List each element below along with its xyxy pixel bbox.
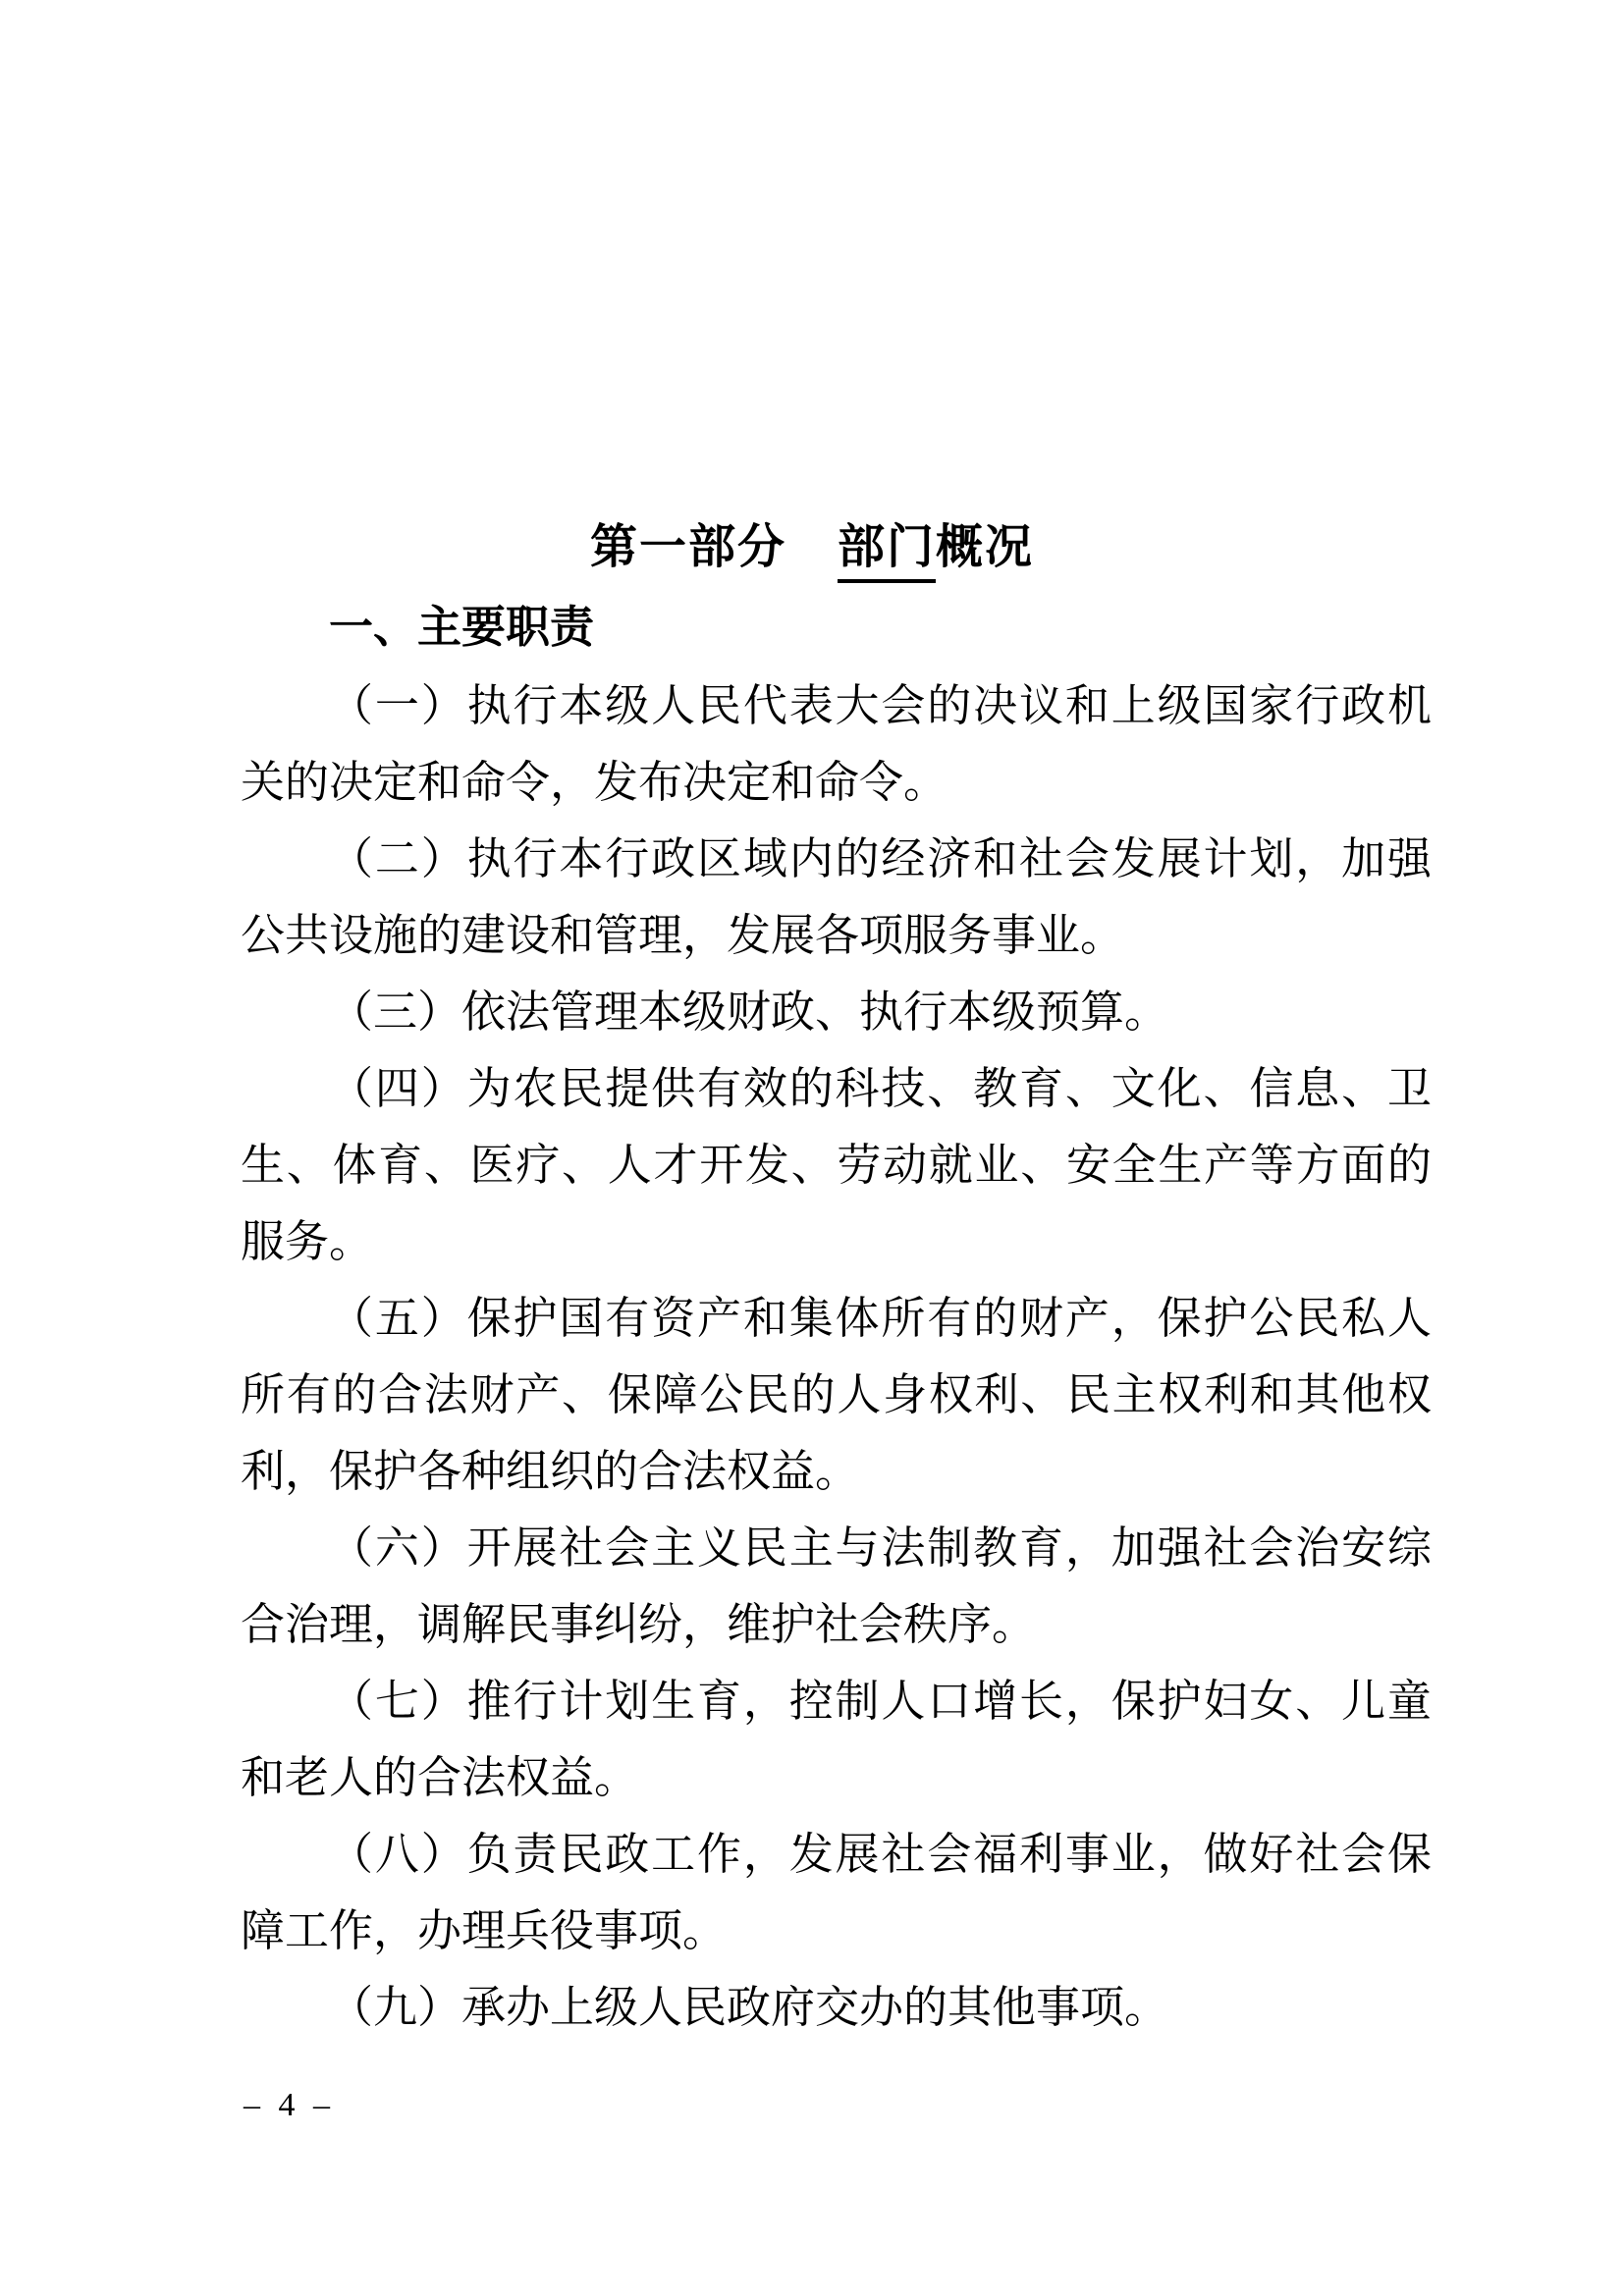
paragraph: （四）为农民提供有效的科技、教育、文化、信息、卫生、体育、医疗、人才开发、劳动就业、安全生产等方面的服务。 — [241, 1064, 1432, 1266]
paragraph: （三）依法管理本级财政、执行本级预算。 — [329, 988, 1169, 1037]
paragraph: （七）推行计划生育，控制人口增长，保护妇女、儿童和老人的合法权益。 — [241, 1677, 1432, 1802]
title-text-tail: 概况 — [936, 521, 1035, 573]
paragraph: （九）承办上级人民政府交办的其他事项。 — [329, 1983, 1169, 2032]
paragraph: （八）负责民政工作，发展社会福利事业，做好社会保障工作，办理兵役事项。 — [241, 1830, 1432, 1955]
title-text-underlined: 部门 — [838, 521, 936, 583]
paragraph: （六）开展社会主义民主与法制教育，加强社会治安综合治理，调解民事纠纷，维护社会秩序。 — [241, 1523, 1432, 1649]
page-number: – 4 – — [244, 2087, 335, 2123]
title-text-lead: 第一部分 — [589, 521, 786, 573]
paragraph: （二）执行本行政区域内的经济和社会发展计划，加强公共设施的建设和管理，发展各项服务事业。 — [241, 834, 1432, 960]
section-heading: 一、主要职责 — [329, 602, 595, 652]
page-title — [0, 518, 1624, 577]
document-body — [241, 667, 1432, 2046]
paragraph: （五）保护国有资产和集体所有的财产，保护公民私人所有的合法财产、保障公民的人身权利、民主权利和其他权利，保护各种组织的合法权益。 — [241, 1294, 1432, 1496]
paragraph: （一）执行本级人民代表大会的决议和上级国家行政机关的决定和命令，发布决定和命令。 — [241, 681, 1432, 807]
